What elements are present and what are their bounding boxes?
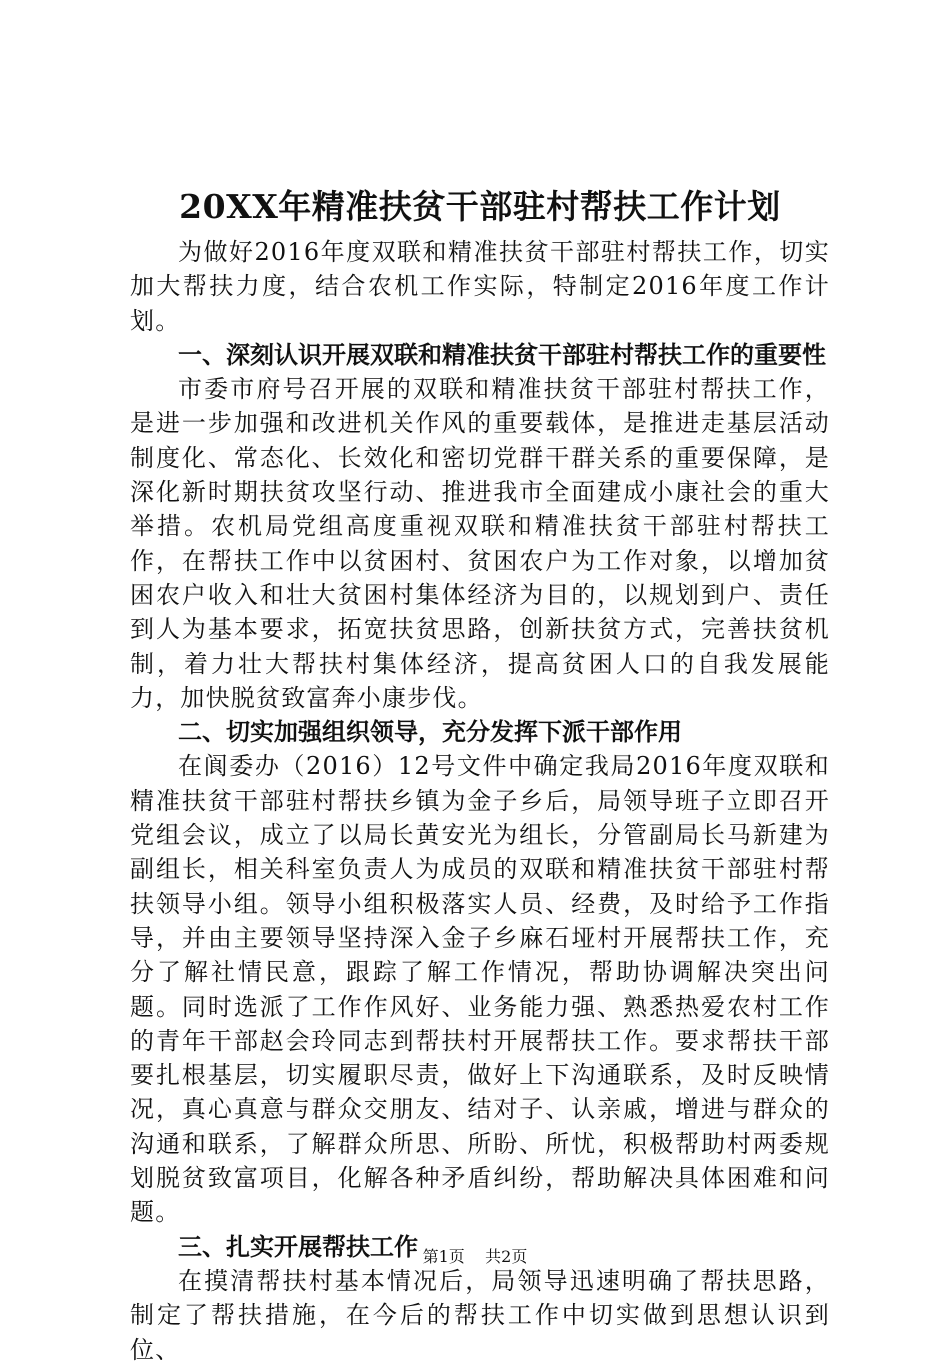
section-3-heading: 三、扎实开展帮扶工作 [178, 1232, 418, 1261]
page-footer [0, 1247, 950, 1267]
page-total: 共2页 [485, 1247, 528, 1266]
section-1-body: 市委市府号召开展的双联和精准扶贫干部驻村帮扶工作，是进一步加强和改进机关作风的重要载体，是推进走基层活动制度化、常态化、长效化和密切党群干群关系的重要保障，是深化新时期扶贫攻坚行动、推进我市全面建成小康社会的重大举措。农机局党组高度重视双联和精准扶贫干部驻村帮扶工作，在帮扶工作中以贫困村、贫困农户为工作对象，以增加贫困农户收入和壮大贫困村集体经济为目的，以规划到户、责任到人为基本要求，拓宽扶贫思路，创新扶贫方式，完善扶贫机制，着力壮大帮扶村集体经济，提高贫困人口的自我发展能力，加快脱贫致富奔小康步伐。 [130, 375, 830, 712]
document-content [130, 183, 830, 1367]
page-number: 第1页 [422, 1247, 465, 1266]
section-2-heading: 二、切实加强组织领导，充分发挥下派干部作用 [178, 718, 682, 747]
section-2-body: 在阆委办（2016）12号文件中确定我局2016年度双联和精准扶贫干部驻村帮扶乡镇为金子乡后，局领导班子立即召开党组会议，成立了以局长黄安光为组长，分管副局长马新建为副组长，相关科室负责人为成员的双联和精准扶贫干部驻村帮扶领导小组。领导小组积极落实人员、经费，及时给予工作指导，并由主要领导坚持深入金子乡麻石垭村开展帮扶工作，充分了解社情民意，跟踪了解工作情况，帮助协调解决突出问题。同时选派了工作作风好、业务能力强、熟悉热爱农村工作的青年干部赵会玲同志到帮扶村开展帮扶工作。要求帮扶干部要扎根基层，切实履职尽责，做好上下沟通联系，及时反映情况，真心真意与群众交朋友、结对子、认亲戚，增进与群众的沟通和联系，了解群众所思、所盼、所忧，积极帮助村两委规划脱贫致富项目，化解各种矛盾纠纷，帮助解决具体困难和问题。 [130, 752, 830, 1227]
intro-paragraph: 为做好2016年度双联和精准扶贫干部驻村帮扶工作，切实加大帮扶力度，结合农机工作实际，特制定2016年度工作计划。 [130, 238, 830, 335]
document-title: 20XX年精准扶贫干部驻村帮扶工作计划 [179, 187, 781, 226]
section-1-heading: 一、深刻认识开展双联和精准扶贫干部驻村帮扶工作的重要性 [178, 340, 826, 369]
section-3-body: 在摸清帮扶村基本情况后，局领导迅速明确了帮扶思路，制定了帮扶措施，在今后的帮扶工作中切实做到思想认识到位、 [130, 1266, 830, 1364]
